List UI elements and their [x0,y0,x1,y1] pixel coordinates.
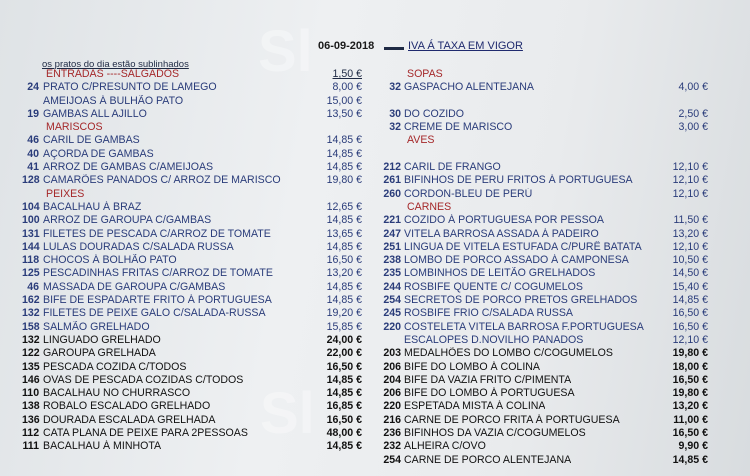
item-number: 46 [27,134,39,147]
item-name: FILETES DE PEIXE GALO C/SALADA-RUSSA [43,307,266,320]
item-name: DO COZIDO [404,107,465,120]
item-number: 162 [22,294,40,307]
item-price: 12,10 € [672,161,708,174]
section-title: ENTRADAS ----SALGADOS [46,68,180,80]
item-number: 32 [389,121,401,134]
item-number: 238 [383,254,401,267]
item-name: LOMBO DE PORCO ASSADO Á CAMPONESA [404,254,629,267]
item-name: CATA PLANA DE PEIXE PARA 2PESSOAS [43,427,248,440]
menu-item-row [383,81,708,94]
item-name: CREME DE MARISCO [404,121,513,134]
item-price: 1,50 € [332,68,362,80]
menu-item-row [383,361,708,374]
menu-item-row [383,427,708,440]
item-price: 18,00 € [672,360,708,373]
item-name: BIFE DA VAZIA FRITO C/PIMENTA [404,373,572,386]
item-price: 13,20 € [672,400,708,413]
item-price: 14,85 € [326,280,362,293]
item-name: SALMÃO GRELHADO [43,320,150,333]
item-number: 100 [22,214,40,227]
item-price: 16,50 € [326,413,362,426]
item-price: 11,50 € [673,214,708,227]
item-name: ARROZ DE GAMBAS C/AMEIJOAS [43,161,214,174]
item-name: PESCADA COZIDA C/TODOS [43,360,187,373]
item-number: 158 [22,320,40,333]
item-number: 41 [27,161,39,174]
menu-section-heading [383,68,708,81]
menu-item-row [22,148,362,161]
item-price: 4,00 € [678,81,708,94]
item-price: 14,85 € [672,294,708,307]
item-name: AÇORDA DE GAMBAS [43,147,154,160]
menu-item-row [383,334,708,347]
menu-item-row [383,121,708,134]
item-price: 16,50 € [672,307,708,320]
item-number: 112 [22,427,40,440]
item-number: 247 [383,227,401,240]
item-price: 12,10 € [672,174,708,187]
menu-item-row [22,361,362,374]
menu-item-row [383,95,708,108]
item-price: 16,85 € [326,400,362,413]
menu-item-row [22,267,362,280]
item-name: CARNE DE PORCO FRITA Á PORTUGUESA [404,413,620,426]
menu-item-row [383,414,708,427]
item-name: OVAS DE PESCADA COZIDAS C/TODOS [43,373,244,386]
item-number: 122 [22,347,40,360]
item-price: 9,90 € [678,440,708,453]
menu-item-row [22,347,362,360]
item-price: 14,85 € [326,240,362,253]
item-name: LINGUA DE VITELA ESTUFADA C/PURÊ BATATA [404,240,642,253]
item-price: 16,50 € [672,320,708,333]
item-price: 14,85 € [326,440,362,453]
watermark-logo: Sl [260,381,315,446]
item-name: ESPETADA MISTA Á COLINA [404,400,546,413]
item-number: 221 [383,214,401,227]
item-price: 19,80 € [672,347,708,360]
item-name: CORDON-BLEU DE PERÚ [404,187,533,200]
item-number: 111 [22,440,39,453]
item-number: 206 [383,360,401,373]
menu-item-row [383,321,708,334]
menu-section-heading [22,68,362,81]
item-number: 40 [27,147,39,160]
item-number: 212 [383,161,401,174]
item-name: BIFINHOS DE PERU FRITOS Á PORTUGUESA [404,174,633,187]
item-name: VITELA BARROSA ASSADA Á PADEIRO [404,227,599,240]
item-number: 236 [383,427,401,440]
item-number: 138 [22,400,40,413]
item-price: 11,00 € [673,413,708,426]
item-name: ESCALOPES D.NOVILHO PANADOS [404,333,584,346]
item-number: 132 [22,307,40,320]
item-number: 136 [22,413,40,426]
item-price: 15,00 € [326,94,362,107]
left-menu-column [22,68,362,454]
item-number: 32 [389,81,401,94]
menu-item-row [383,214,708,227]
item-price: 14,85 € [326,134,362,147]
menu-item-row [22,254,362,267]
menu-item-row [22,201,362,214]
item-price: 14,85 € [326,387,362,400]
menu-section-heading [22,188,362,201]
item-number: 132 [22,333,40,346]
item-name: ARROZ DE GAROUPA C/GAMBAS [43,214,212,227]
item-number: 146 [22,373,40,386]
item-price: 15,85 € [326,320,362,333]
item-name: ROSBIFE QUENTE C/ COGUMELOS [404,280,583,293]
item-number: 232 [383,440,401,453]
item-price: 22,00 € [326,347,362,360]
section-title: PEIXES [46,187,85,200]
item-number: 220 [383,400,401,413]
item-price: 10,50 € [672,254,708,267]
daily-dishes-note: os pratos do dia estão sublinhados [42,59,189,70]
right-menu-column [383,68,708,467]
item-number: 19 [27,107,39,120]
item-name: DOURADA ESCALADA GRELHADA [43,413,216,426]
item-price: 16,50 € [672,427,708,440]
item-number: 204 [383,373,401,386]
menu-item-row [22,400,362,413]
item-name: ALHEIRA C/OVO [404,440,486,453]
item-number: 24 [27,81,39,94]
menu-item-row [383,307,708,320]
item-name: MASSADA DE GAROUPA C/GAMBAS [43,280,226,293]
item-number: 125 [22,267,40,280]
item-number: 128 [22,174,40,187]
item-name: COZIDO Á PORTUGUESA POR PESSOA [404,214,604,227]
item-name: AMEIJOAS Á BULHÃO PATO [43,94,184,107]
item-number: 235 [383,267,401,280]
item-name: CAMARÕES PANADOS C/ ARROZ DE MARISCO [43,174,281,187]
item-price: 14,50 € [672,267,708,280]
menu-item-row [22,321,362,334]
menu-section-heading [383,134,708,147]
item-price: 48,00 € [326,427,362,440]
menu-item-row [383,254,708,267]
menu-item-row [383,161,708,174]
item-number: 220 [383,320,401,333]
item-name: LOMBINHOS DE LEITÃO GRELHADOS [404,267,596,280]
item-number: 104 [22,200,40,213]
item-name: ROSBIFE FRIO C/SALADA RUSSA [404,307,573,320]
menu-date: 06-09-2018 [318,40,375,52]
item-name: COSTELETA VITELA BARROSA F.PORTUGUESA [404,320,644,333]
menu-item-row [383,440,708,453]
item-price: 19,80 € [326,174,362,187]
item-price: 13,50 € [326,107,362,120]
menu-item-row [22,108,362,121]
item-name: BIFE DO LOMBO Á COLINA [404,360,540,373]
item-number: 118 [22,254,40,267]
item-price: 24,00 € [326,333,362,346]
menu-item-row [383,281,708,294]
item-name: LINGUADO GRELHADO [43,333,161,346]
item-name: GASPACHO ALENTEJANA [404,81,534,94]
item-number: 131 [22,227,40,240]
item-number: 144 [22,240,40,253]
item-price: 13,65 € [326,227,362,240]
item-name: GAROUPA GRELHADA [43,347,156,360]
menu-item-row [22,334,362,347]
item-name: GAMBAS ALL AJILLO [43,107,147,120]
menu-item-row [22,214,362,227]
item-name: BIFE DO LOMBO Á PORTUGUESA [404,387,575,400]
item-name: BACALHAU Á BRAZ [43,200,142,213]
menu-item-row [22,281,362,294]
watermark-logo: Sl [258,19,313,84]
item-price: 2,50 € [678,107,708,120]
menu-item-row [22,241,362,254]
item-price: 12,10 € [672,333,708,346]
menu-item-row [383,188,708,201]
item-number: 254 [383,294,401,307]
item-name: CARIL DE FRANGO [404,161,501,174]
item-price: 14,85 € [326,214,362,227]
menu-item-row [22,134,362,147]
item-name: BIFE DE ESPADARTE FRITO Á PORTUGUESA [43,294,272,307]
menu-item-row [22,440,362,453]
menu-item-row [383,374,708,387]
menu-item-row [383,387,708,400]
item-price: 14,85 € [326,147,362,160]
item-number: 254 [383,453,401,466]
item-price: 3,00 € [678,121,708,134]
menu-item-row [22,414,362,427]
item-price: 12,65 € [326,200,362,213]
menu-item-row [383,148,708,161]
item-price: 8,00 € [332,81,362,94]
menu-item-row [22,174,362,187]
item-number: 135 [22,360,40,373]
item-name: ROBALO ESCALADO GRELHADO [43,400,211,413]
header-dash [384,47,404,50]
section-title: SOPAS [407,68,443,80]
item-price: 14,85 € [326,294,362,307]
item-name: CARIL DE GAMBAS [43,134,140,147]
menu-item-row [383,294,708,307]
item-price: 15,40 € [672,280,708,293]
menu-item-row [383,241,708,254]
item-name: PRATO C/PRESUNTO DE LAMEGO [43,81,217,94]
item-name: BIFINHOS DA VAZIA C/COGUMELOS [404,427,586,440]
item-number: 110 [22,387,40,400]
menu-item-row [383,174,708,187]
menu-item-row [383,347,708,360]
section-title: MARISCOS [46,121,103,134]
item-price: 12,10 € [672,240,708,253]
item-price: 14,85 € [326,161,362,174]
item-name: BACALHAU Á MINHOTA [43,440,162,453]
item-name: FILETES DE PESCADA C/ARROZ DE TOMATE [43,227,271,240]
item-price: 14,85 € [326,373,362,386]
menu-item-row [22,387,362,400]
iva-note: IVA Á TAXA EM VIGOR [408,40,523,52]
menu-item-row [22,228,362,241]
menu-item-row [22,161,362,174]
item-price: 13,20 € [672,227,708,240]
menu-item-row [383,267,708,280]
item-number: 30 [389,107,401,120]
item-name: CARNE DE PORCO ALENTEJANA [404,453,572,466]
item-price: 19,20 € [326,307,362,320]
item-number: 260 [383,187,401,200]
menu-item-row [383,108,708,121]
section-title: CARNES [407,200,452,213]
item-price: 16,50 € [326,254,362,267]
menu-section-heading [383,201,708,214]
item-name: MEDALHÕES DO LOMBO C/COGUMELOS [404,347,613,360]
menu-item-row [383,400,708,413]
item-price: 19,80 € [672,387,708,400]
item-price: 13,20 € [326,267,362,280]
item-price: 16,50 € [326,360,362,373]
item-name: LULAS DOURADAS C/SALADA RUSSA [43,240,234,253]
menu-item-row [22,81,362,94]
item-number: 245 [383,307,401,320]
item-price: 12,10 € [672,187,708,200]
item-price: 16,50 € [672,373,708,386]
menu-item-row [22,95,362,108]
menu-item-row [383,228,708,241]
item-number: 251 [383,240,401,253]
item-number: 216 [383,413,401,426]
menu-item-row [22,294,362,307]
menu-item-row [383,454,708,467]
menu-section-heading [22,121,362,134]
item-name: BACALHAU NO CHURRASCO [43,387,191,400]
item-name: CHOCOS Á BOLHÃO PATO [43,254,177,267]
item-number: 203 [383,347,401,360]
menu-item-row [22,374,362,387]
item-number: 261 [383,174,401,187]
item-name: PESCADINHAS FRITAS C/ARROZ DE TOMATE [43,267,273,280]
item-name: SECRETOS DE PORCO PRETOS GRELHADOS [404,294,638,307]
menu-item-row [22,307,362,320]
item-number: 206 [383,387,401,400]
item-number: 46 [27,280,39,293]
item-number: 244 [383,280,401,293]
menu-item-row [22,427,362,440]
item-price: 14,85 € [672,453,708,466]
section-title: AVES [407,134,435,147]
